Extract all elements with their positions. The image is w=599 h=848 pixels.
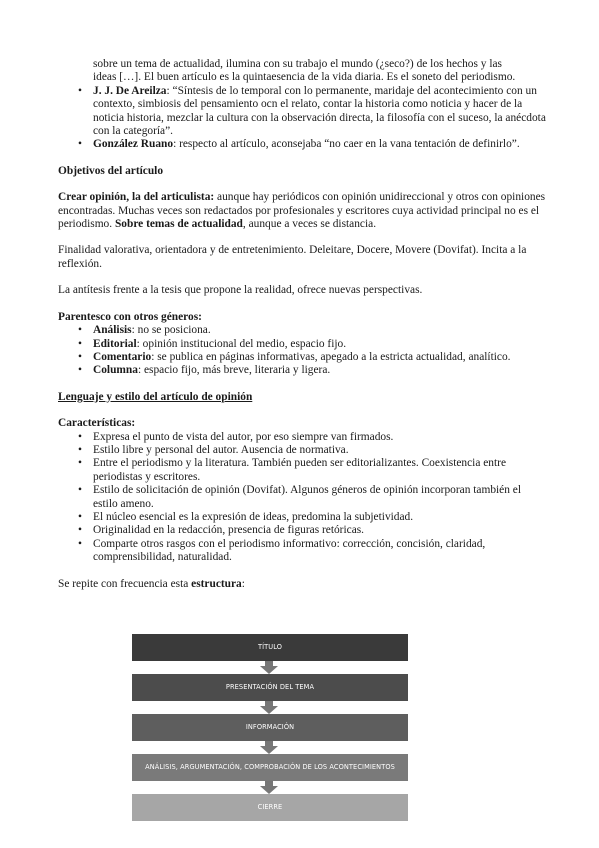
quote-text: : “Síntesis de lo temporal con lo permanente, maridaje del acontecimiento con un contexto, simbiosis del pensamiento ocn el relato, contar la historia como noticia y hacer de la noticia historia, mezclar la cultura con la observación directa, la filosofía con el suceso, la anécdota con la categoría”. — [93, 84, 546, 138]
term-desc: : se publica en páginas informativas, apegado a la estricta actualidad, analítico. — [151, 350, 511, 363]
list-item: • Estilo de solicitación de opinión (Dovifat). Algunos géneros de opinión incorporan también el estilo ameno. — [58, 484, 546, 511]
term-desc: : opinión institucional del medio, espacio fijo. — [136, 337, 347, 350]
flow-step-titulo: TÍTULO — [132, 634, 408, 661]
quote-item — [58, 85, 546, 139]
list-item: • Comparte otros rasgos con el periodismo informativo: corrección, concisión, claridad, comprensibilidad, naturalidad. — [58, 538, 546, 565]
flow-step-analisis: ANÁLISIS, ARGUMENTACIÓN, COMPROBACIÓN DE LOS ACONTECIMIENTOS — [132, 754, 408, 781]
intro-bold: estructura — [191, 577, 242, 590]
list-item: • Expresa el punto de vista del autor, por eso siempre van firmados. — [58, 431, 546, 444]
list-item — [58, 351, 546, 364]
list-item — [58, 364, 546, 377]
down-arrow-icon — [132, 661, 408, 674]
down-arrow-icon — [132, 741, 408, 754]
section-heading-lenguaje: Lenguaje y estilo del artículo de opinión — [58, 390, 253, 403]
document-page — [58, 58, 546, 591]
quote-author: González Ruano — [93, 138, 174, 151]
list-item: • El núcleo esencial es la expresión de ideas, predomina la subjetividad. — [58, 511, 546, 524]
quote-list — [58, 85, 546, 152]
term: Columna — [93, 364, 138, 377]
intro-line-1: sobre un tema de actualidad, ilumina con su trabajo el mundo (¿seco?) de los hechos y las — [93, 58, 502, 70]
paragraph-text: , aunque a veces se distancia. — [242, 218, 377, 231]
flow-step-informacion: INFORMACIÓN — [132, 714, 408, 741]
list-item — [58, 324, 546, 337]
intro-text: Se repite con frecuencia esta — [58, 577, 192, 590]
list-item: • Originalidad en la redacción, presencia de figuras retóricas. — [58, 524, 546, 537]
term-desc: : no se posiciona. — [131, 324, 211, 337]
term: Editorial — [93, 337, 137, 350]
section-heading-parentesco: Parentesco con otros géneros: — [58, 310, 202, 323]
term: Análisis — [93, 324, 132, 337]
objetivos-paragraph-3: La antítesis frente a la tesis que propone la realidad, ofrece nuevas perspectivas. — [58, 284, 423, 297]
bold-lead: Crear opinión, la del articulista: — [58, 191, 215, 204]
quote-text: : respecto al artículo, aconsejaba “no caer en la vana tentación de definirlo”. — [173, 138, 520, 151]
intro-line-2: ideas […]. El buen artículo es la quintaesencia de la vida diaria. Es el soneto del periodismo. — [93, 71, 516, 84]
term: Comentario — [93, 350, 152, 363]
down-arrow-icon — [132, 701, 408, 714]
caracteristicas-list — [58, 431, 546, 565]
intro-end: : — [241, 577, 245, 590]
list-item: • Entre el periodismo y la literatura. También pueden ser editorializantes. Coexistencia entre periodistas y escritores. — [58, 457, 546, 484]
down-arrow-icon — [132, 781, 408, 794]
paragraph-text: aunque hay periódicos con opinión unidireccional y otros con opiniones encontradas. Muchas veces son redactados por profesionales y escritores cuya actividad principal no es el periodismo. — [58, 191, 546, 231]
flow-step-cierre: CIERRE — [132, 794, 408, 821]
objetivos-paragraph-2: Finalidad valorativa, orientadora y de entretenimiento. Deleitare, Docere, Movere (Dovifat). Incita a la reflexión. — [58, 244, 527, 270]
list-item: • Estilo libre y personal del autor. Ausencia de normativa. — [58, 444, 546, 457]
objetivos-paragraph-1 — [58, 191, 546, 231]
quote-item — [58, 138, 546, 151]
list-item — [58, 338, 546, 351]
estructura-intro — [58, 578, 546, 591]
quote-author: J. J. De Areilza — [93, 84, 167, 97]
term-desc: : espacio fijo, más breve, literaria y ligera. — [137, 364, 331, 377]
bold-phrase: Sobre temas de actualidad — [114, 218, 243, 231]
subheading-caracteristicas: Características: — [58, 417, 136, 430]
section-heading-objetivos: Objetivos del artículo — [58, 164, 164, 177]
structure-flow-diagram — [132, 634, 408, 821]
flow-step-presentacion: PRESENTACIÓN DEL TEMA — [132, 674, 408, 701]
parentesco-list — [58, 324, 546, 378]
